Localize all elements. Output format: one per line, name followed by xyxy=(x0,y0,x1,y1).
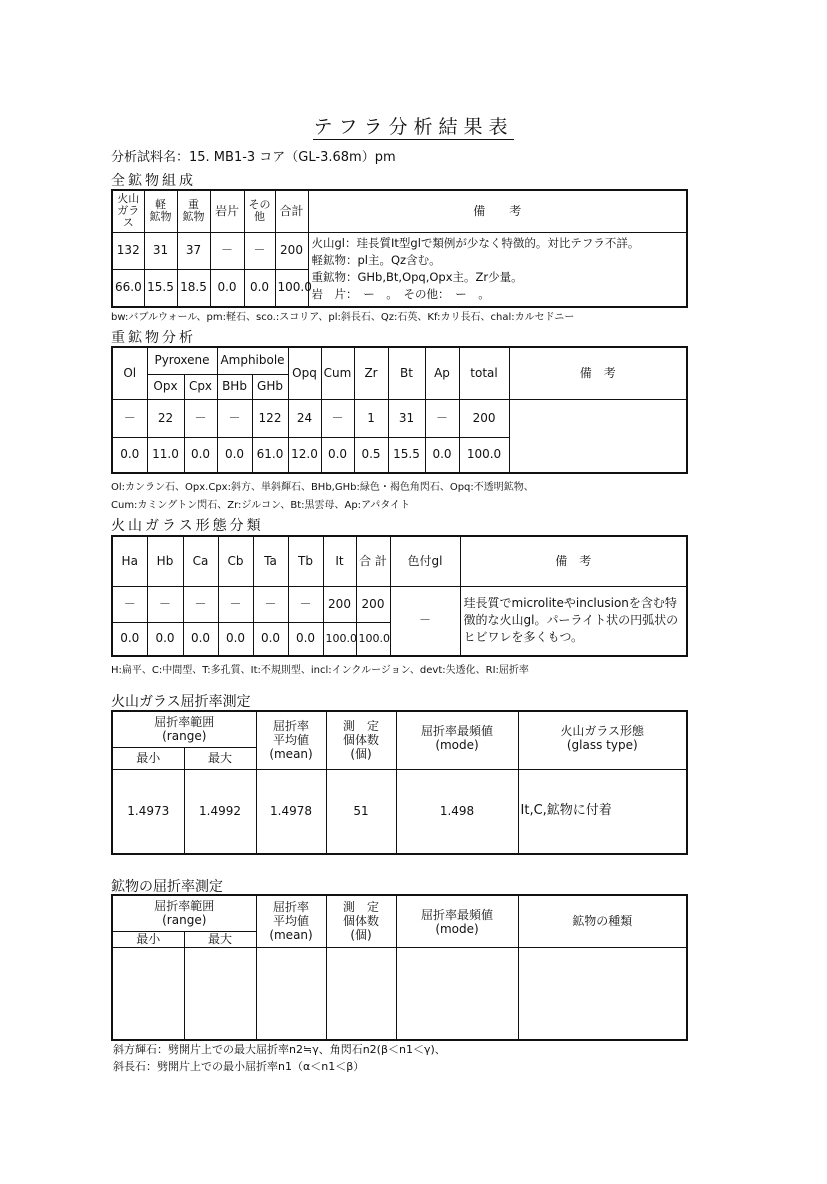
header-remarks: 備 考 xyxy=(509,347,687,399)
header-glass-type: 火山ガラス形態 (glass type) xyxy=(518,711,687,769)
header-ta: Ta xyxy=(253,536,288,586)
header-total: total xyxy=(459,347,509,399)
header-it: It xyxy=(323,536,356,586)
cell: 0.0 xyxy=(184,437,217,473)
header-volcanic-glass: 火山 ガラス xyxy=(112,190,144,232)
cell: 11.0 xyxy=(147,437,184,473)
header-opq: Opq xyxy=(288,347,321,399)
cell xyxy=(112,947,184,1040)
section2-heading: 重鉱物分析 xyxy=(111,330,196,346)
cell: 100.0 xyxy=(356,622,390,656)
header-count: 測 定 個体数 (個) xyxy=(326,895,396,947)
cell: 0.0 xyxy=(112,437,147,473)
header-mineral-type: 鉱物の種類 xyxy=(518,895,687,947)
header-heavy-minerals: 重 鉱物 xyxy=(177,190,210,232)
cell: 51 xyxy=(326,769,396,854)
header-light-minerals: 軽 鉱物 xyxy=(144,190,177,232)
header-colored-glass: 色付gl xyxy=(390,536,460,586)
cell: 100.0 xyxy=(323,622,356,656)
sample-name: 分析試料名：15. MB1-3 コア（GL-3.68m）pm xyxy=(111,150,396,165)
page-title: テフラ分析結果表 xyxy=(313,116,514,138)
cell: － xyxy=(244,232,275,270)
glass-refractive-index-table xyxy=(111,710,688,855)
cell: － xyxy=(321,399,354,437)
cell: 0.0 xyxy=(218,622,253,656)
cell: － xyxy=(184,399,217,437)
cell: 0.0 xyxy=(425,437,459,473)
header-remarks: 備 考 xyxy=(460,536,687,586)
section1-heading: 全鉱物組成 xyxy=(111,173,196,189)
header-min: 最小 xyxy=(112,931,184,947)
remark-heavy: 重鉱物：GHb,Bt,Opq,Opx主。Zr少量。 xyxy=(311,270,523,284)
header-mean: 屈折率 平均値 (mean) xyxy=(256,711,326,769)
cell: 1.4992 xyxy=(184,769,256,854)
legend-1: bw:バブルウォール、pm:軽石、sco.:スコリア、pl:斜長石、Qz:石英、Kf:カリ長石、chal:カルセドニー xyxy=(111,312,575,323)
remark-light: 軽鉱物：pl主。Qz含む。 xyxy=(311,252,441,267)
header-bt: Bt xyxy=(388,347,425,399)
header-rock-fragment: 岩片 xyxy=(210,190,244,232)
header-bhb: BHb xyxy=(217,374,252,399)
header-hb: Hb xyxy=(147,536,183,586)
header-max: 最大 xyxy=(184,747,256,769)
cell: 37 xyxy=(177,232,210,270)
cell: － xyxy=(112,399,147,437)
cell: － xyxy=(183,586,218,622)
cell: 132 xyxy=(112,232,144,270)
header-total: 合 計 xyxy=(356,536,390,586)
cell: 1.498 xyxy=(396,769,518,854)
cell: － xyxy=(210,232,244,270)
cell: － xyxy=(147,586,183,622)
header-remarks: 備 考 xyxy=(308,190,687,232)
cell: 0.0 xyxy=(183,622,218,656)
cell xyxy=(326,947,396,1040)
header-range: 屈折率範囲 (range) xyxy=(112,711,256,747)
cell: 15.5 xyxy=(144,270,177,307)
section3-heading: 火山ガラス形態分類 xyxy=(111,518,264,534)
cell: 0.0 xyxy=(147,622,183,656)
header-ca: Ca xyxy=(183,536,218,586)
section4-heading: 火山ガラス屈折率測定 xyxy=(111,694,251,710)
cell xyxy=(184,947,256,1040)
cell: － xyxy=(288,586,323,622)
cell: 0.0 xyxy=(210,270,244,307)
remark-rock: 岩 片： ー 。 その他： ー 。 xyxy=(311,287,490,302)
header-pyroxene: Pyroxene xyxy=(147,347,217,374)
header-amphibole: Amphibole xyxy=(217,347,288,374)
cell: 0.0 xyxy=(244,270,275,307)
cell: It,C,鉱物に付着 xyxy=(518,769,687,854)
legend-3: H:扁平、C:中間型、T:多孔質、It:不規則型、incl:インクルージョン、devt:失透化、RI:屈折率 xyxy=(111,665,529,676)
heavy-mineral-table xyxy=(111,346,688,474)
section5-heading: 鉱物の屈折率測定 xyxy=(111,879,223,895)
header-mean: 屈折率 平均値 (mean) xyxy=(256,895,326,947)
remark-glass: 火山gl：珪長質It型glで類例が少なく特徴的。対比テフラ不詳。 xyxy=(311,235,640,250)
cell: 61.0 xyxy=(252,437,288,473)
legend-2b: Cum:カミングトン閃石、Zr:ジルコン、Bt:黒雲母、Ap:アパタイト xyxy=(111,500,411,511)
header-cb: Cb xyxy=(218,536,253,586)
cell: 31 xyxy=(144,232,177,270)
header-count: 測 定 個体数 (個) xyxy=(326,711,396,769)
note-2: 斜長石：劈開片上での最小屈折率n1（α＜n1＜β） xyxy=(113,1060,365,1073)
cell: 0.0 xyxy=(321,437,354,473)
header-tb: Tb xyxy=(288,536,323,586)
header-total: 合計 xyxy=(275,190,308,232)
header-mode: 屈折率最頻値 (mode) xyxy=(396,711,518,769)
cell: 22 xyxy=(147,399,184,437)
remarks-cell xyxy=(509,399,687,473)
cell: 122 xyxy=(252,399,288,437)
cell: 200 xyxy=(275,232,308,270)
header-max: 最大 xyxy=(184,931,256,947)
cell: － xyxy=(218,586,253,622)
cell: 0.0 xyxy=(288,622,323,656)
cell xyxy=(396,947,518,1040)
legend-2a: Ol:カンラン石、Opx.Cpx:斜方、単斜輝石、BHb,GHb:緑色・褐色角閃石、Opq:不透明鉱物、 xyxy=(111,482,534,493)
cell xyxy=(256,947,326,1040)
mineral-composition-table xyxy=(111,189,688,308)
header-zr: Zr xyxy=(354,347,388,399)
cell: 1 xyxy=(354,399,388,437)
mineral-refractive-index-table xyxy=(111,894,688,1041)
cell: 24 xyxy=(288,399,321,437)
header-ol: Ol xyxy=(112,347,147,399)
header-mode: 屈折率最頻値 (mode) xyxy=(396,895,518,947)
remarks-cell xyxy=(308,232,687,307)
cell: 31 xyxy=(388,399,425,437)
header-ha: Ha xyxy=(112,536,147,586)
cell: 0.0 xyxy=(253,622,288,656)
cell: － xyxy=(217,399,252,437)
cell: 18.5 xyxy=(177,270,210,307)
cell: 100.0 xyxy=(459,437,509,473)
glass-morphology-table xyxy=(111,535,688,657)
cell: 0.5 xyxy=(354,437,388,473)
header-cum: Cum xyxy=(321,347,354,399)
cell: － xyxy=(425,399,459,437)
cell: 200 xyxy=(459,399,509,437)
cell: 1.4978 xyxy=(256,769,326,854)
cell: 66.0 xyxy=(112,270,144,307)
cell: － xyxy=(112,586,147,622)
cell: 1.4973 xyxy=(112,769,184,854)
cell xyxy=(518,947,687,1040)
header-min: 最小 xyxy=(112,747,184,769)
header-opx: Opx xyxy=(147,374,184,399)
colored-glass-cell: － xyxy=(390,586,460,656)
header-cpx: Cpx xyxy=(184,374,217,399)
remarks-cell: 珪長質でmicroliteやinclusionを含む特徴的な火山gl。パーライト状の円弧状のヒビワレを多くもつ。 xyxy=(460,586,687,656)
header-ap: Ap xyxy=(425,347,459,399)
cell: － xyxy=(253,586,288,622)
header-range: 屈折率範囲 (range) xyxy=(112,895,256,931)
cell: 0.0 xyxy=(217,437,252,473)
header-other: その 他 xyxy=(244,190,275,232)
cell: 15.5 xyxy=(388,437,425,473)
note-1: 斜方輝石：劈開片上での最大屈折率n2≒γ、角閃石n2(β＜n1＜γ)、 xyxy=(113,1043,446,1056)
header-ghb: GHb xyxy=(252,374,288,399)
cell: 0.0 xyxy=(112,622,147,656)
cell: 200 xyxy=(356,586,390,622)
cell: 12.0 xyxy=(288,437,321,473)
cell: 100.0 xyxy=(275,270,308,307)
cell: 200 xyxy=(323,586,356,622)
